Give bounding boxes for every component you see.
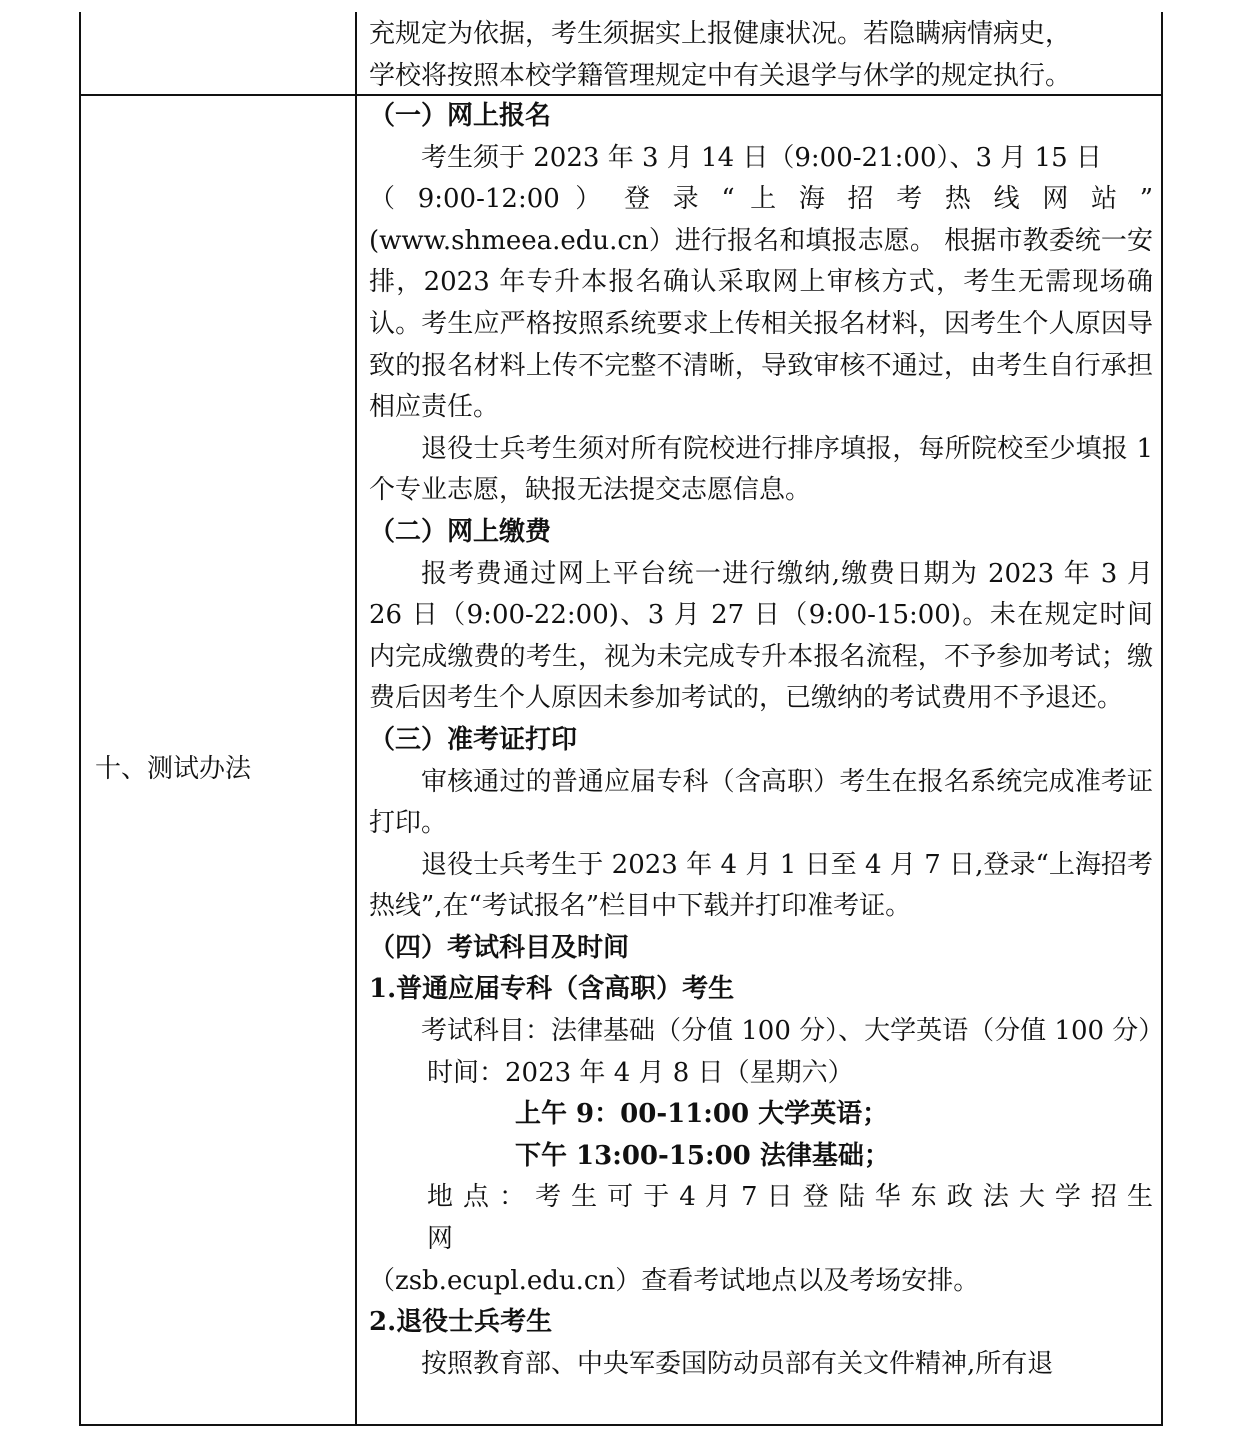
paragraph: 考试科目：法律基础（分值 100 分）、大学英语（分值 100 分） — [421, 1016, 1165, 1047]
paragraph: （ 9:00-12:00 ） 登 录 “ 上 海 招 考 热 线 网 站 ” — [369, 184, 1153, 215]
heading-online-registration: （一）网上报名 — [369, 101, 552, 131]
text-line: 充规定为依据，考生须据实上报健康状况。若隐瞒病情病史， — [369, 19, 1072, 49]
subheading-veterans: 2.退役士兵考生 — [369, 1307, 553, 1338]
paragraph: (www.shmeea.edu.cn）进行报名和填报志愿。 根据市教委统一安排，2023 年专升本报名确认采取网上审核方式，考生无需现场确认。考生应严格按照系统要求上传相关报名材料，因考生个人原因导致的报名材料上传不完整不清晰，导致审核不通过，由考生自行承担相应责任。 — [369, 225, 1153, 423]
exam-place: 地 点 ： 考 生 可 于 4 月 7 日 登 陆 华 东 政 法 大 学 招 生 网 — [427, 1182, 1153, 1255]
section-label: 十、测试办法 — [95, 754, 252, 784]
text-line: 学校将按照本校学籍管理规定中有关退学与休学的规定执行。 — [369, 60, 1072, 91]
paragraph: 报考费通过网上平台统一进行缴纳,缴费日期为 2023 年 3 月 26 日（9:00-22:00)、3 月 27 日（9:00-15:00)。未在规定时间内完成缴费的考生，视为未完成专升本报名流程，不予参加考试；缴费后因考生个人原因未参加考试的，已缴纳的考试费用不予退还。 — [369, 558, 1153, 714]
heading-online-payment: （二）网上缴费 — [369, 516, 552, 547]
paragraph: 退役士兵考生须对所有院校进行排序填报，每所院校至少填报 1 个专业志愿，缺报无法提交志愿信息。 — [369, 433, 1153, 506]
exam-place-url: （zsb.ecupl.edu.cn）查看考试地点以及考场安排。 — [369, 1265, 980, 1296]
subheading-regular-students: 1.普通应届专科（含高职）考生 — [369, 974, 735, 1005]
paragraph: 按照教育部、中央军委国防动员部有关文件精神,所有退 — [421, 1348, 1054, 1379]
exam-date: 时间：2023 年 4 月 8 日（星期六） — [427, 1057, 854, 1088]
health-rule-cell — [369, 14, 1153, 97]
paragraph: 考生须于 2023 年 3 月 14 日（9:00-21:00）、3 月 15 日 — [421, 142, 1102, 173]
test-method-cell — [369, 96, 1165, 1385]
heading-exam-subjects: （四）考试科目及时间 — [369, 932, 630, 963]
column-divider — [355, 12, 357, 1424]
paragraph: 退役士兵考生于 2023 年 4 月 1 日至 4 月 7 日,登录“上海招考热线”,在“考试报名”栏目中下载并打印准考证。 — [369, 849, 1153, 922]
exam-morning: 上午 9：00-11:00 大学英语； — [515, 1099, 889, 1130]
info-table — [79, 12, 1163, 1426]
heading-admission-ticket: （三）准考证打印 — [369, 724, 578, 755]
paragraph: 审核通过的普通应届专科（含高职）考生在报名系统完成准考证打印。 — [369, 766, 1153, 839]
exam-afternoon: 下午 13:00-15:00 法律基础； — [515, 1140, 890, 1171]
